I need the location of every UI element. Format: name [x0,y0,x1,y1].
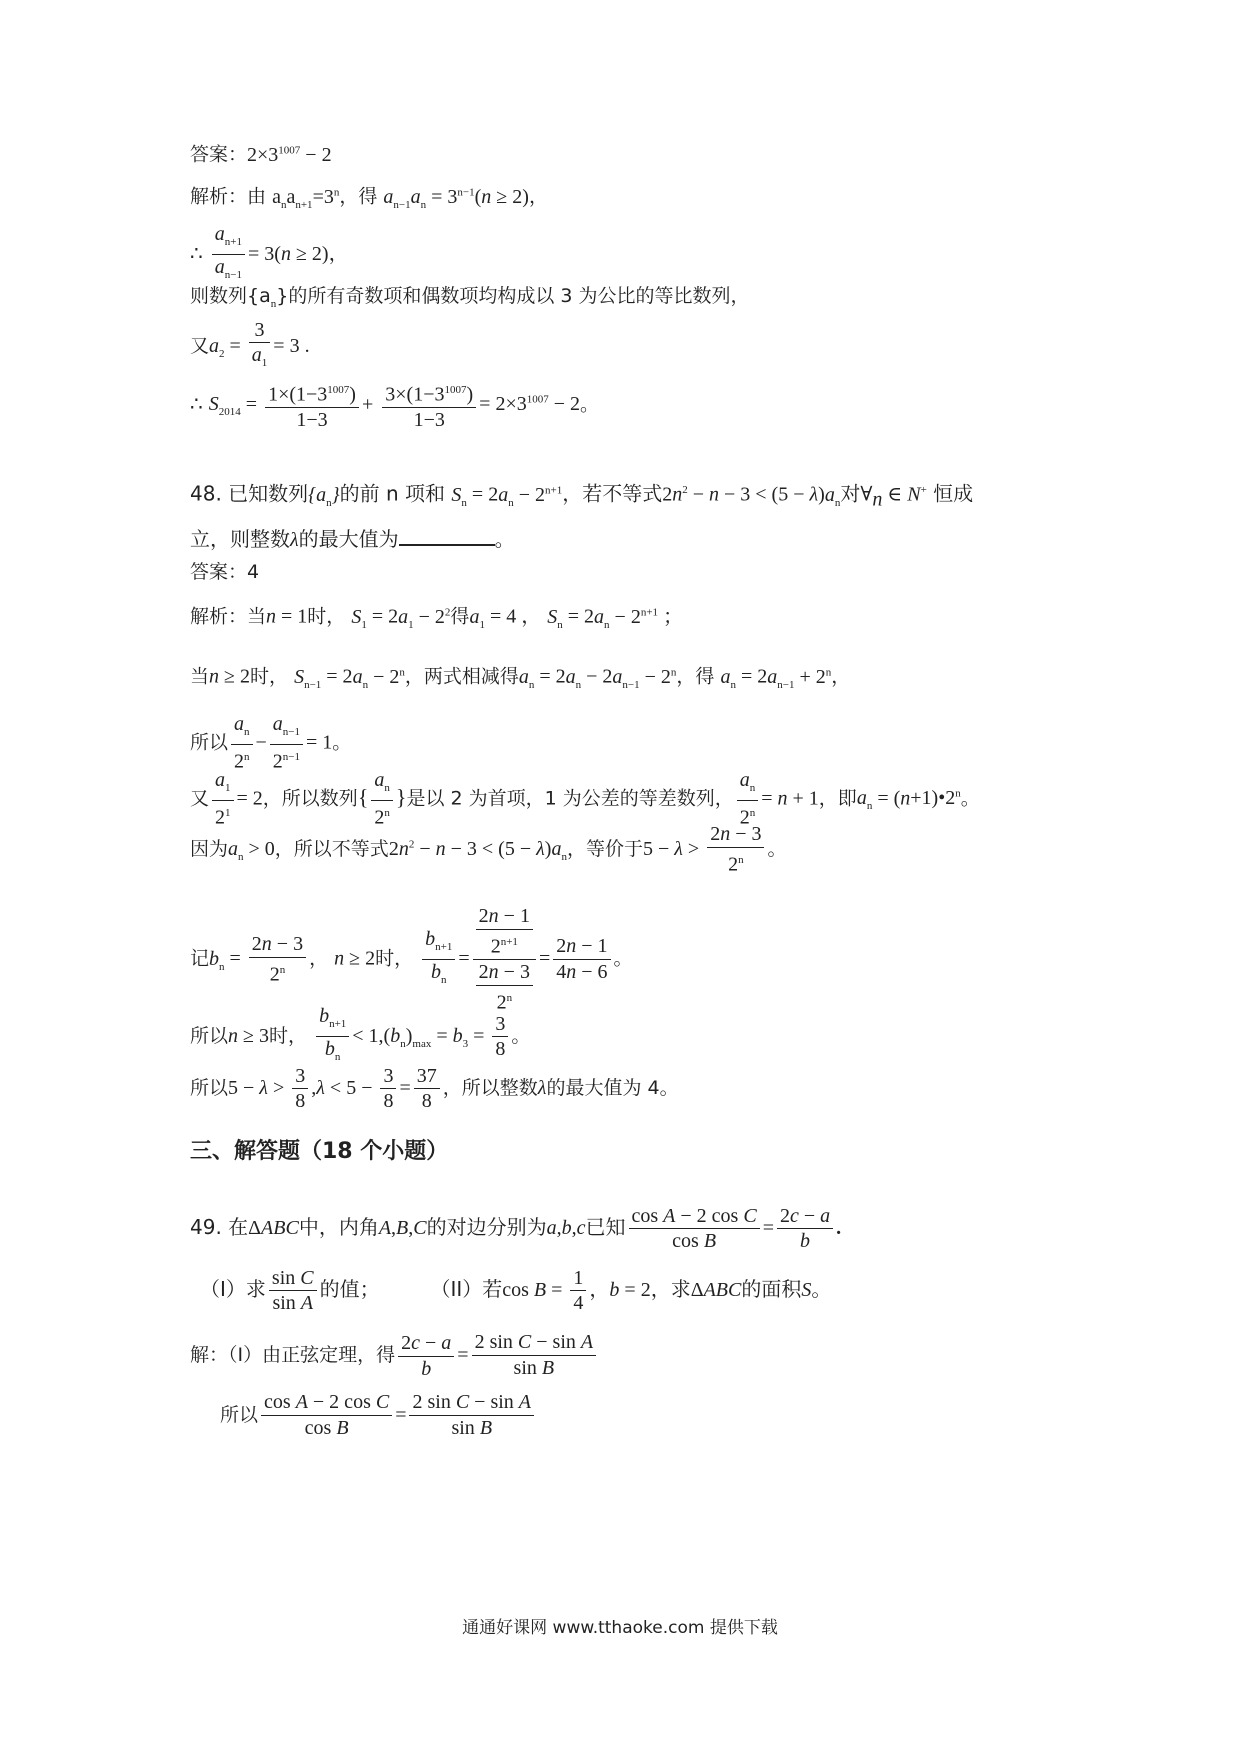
period: 。 [580,393,600,416]
q49-solution-1: 解：（I）由正弦定理，得 $\frac{2c - a}{b}$ = $\frac{\text{2 sin C − sin A}}{\text{sin B}}$ [190,1330,599,1381]
recurrence: $a_na_{n+1}=3^n$ [272,185,340,211]
q48-stem-a: 已知数列 [228,481,309,506]
q49-stem-a: 在 [228,1215,249,1239]
q49-stem-c: 的对边分别为 [426,1215,547,1239]
frac-3-8b: $\frac{3}{8}$ [292,1064,308,1113]
answer-blank [399,526,495,546]
q48-answer [190,560,259,584]
a2-fraction: $\frac{3}{a_1}$ [249,318,271,375]
analysis-line [190,180,548,217]
shi-2: 时， [250,665,289,688]
final-text: ，所以整数 [442,1077,538,1099]
suoyi-2: 所以 [190,1077,229,1099]
answer-label: 答案： [190,143,248,166]
q48-stem-f: 立，则整数 [190,527,290,551]
q48-analysis-3: 所以 $\frac{a_n}{2^n}$ − $\frac{a_{n-1}}{2^{n-1}}$ = 1。 [190,713,352,773]
q48-stem-d: 对 [840,481,861,506]
analysis-label: 解析：由 [190,185,267,208]
q48-stem-e: 恒成 [933,481,974,506]
q49-number: 49. [190,1215,222,1239]
seq-text: ，所以数列 [262,787,358,810]
q48-analysis-5: 因为$a_n > 0$，所以不等式$2n^2 - n - 3 < (5 - \lambda)a_n$，等价于5 − λ > $\frac{2n - 3}{2^n}$ 。 [190,823,787,876]
frac-seq: $\frac{a_n}{2^n}$ [371,768,393,830]
final-text-2: 的最大值为 4。 [546,1077,679,1099]
q48-stem-line-2: 立，则整数λ的最大值为 。 [190,527,515,551]
subseq-text: 则数列{a [190,285,271,307]
q49-solution-2: 所以 $\frac{\text{cos A − 2 cos C}}{\text{cos B}}$ = $\frac{\text{2 sin C − sin A}}{\text{sin B}}$ [220,1390,537,1441]
q49-part2: （II）若 [430,1277,503,1301]
subseq-text-2: }的所有奇数项和偶数项均构成以 3 为公比的等比数列， [276,285,750,307]
equiv: ，等价于 [566,837,643,860]
therefore-symbol: ∴ [190,243,203,265]
q49-part2b: ，求 [650,1277,691,1301]
q49-frac-sin: $\frac{\text{sin C}}{\text{sin A}}$ [269,1266,317,1315]
ratio-fraction: $\frac{a_{n+1}}{a_{n-1}}$ [212,222,245,287]
frac-a1: $\frac{a_1}{2^1}$ [212,768,234,830]
shi: 时， [307,605,346,628]
record: 记 [190,947,210,970]
q48-stem-line-1: 48. 已知数列$\{a_n\}$的前 n 项和 $S_n = 2a_n - 2^{n+1}$，若不等式$2n^2 - n - 3 < (5 - \lambda)a_n$对$\forall_n$ ∈ N+ 恒成 [190,481,974,511]
q49-part1b: 的值； [319,1277,380,1301]
q49-part1: （I）求 [200,1277,266,1301]
sum-line: ∴ $S_{2014}$ = $\frac{1\times(1-3^{1007})}{1-3}$ + $\frac{3\times(1-3^{1007})}{1-3}$ = $2\times 3^{1007} - 2$。 [190,378,599,432]
frac-3-8: $\frac{3}{8}$ [492,1012,508,1061]
you: 又 [190,787,210,810]
q49-sol-label: 解：（I）由正弦定理，得 [190,1344,396,1366]
frac-bresult: $\frac{2n - 1}{4n - 6}$ [553,934,610,985]
frac-bn: $\frac{2n - 3}{2^n}$ [249,932,306,987]
frac-bratio-2: $\frac{b_{n+1}}{b_n}$ [316,1004,349,1069]
q49-stem-b: 中，内角 [298,1215,379,1239]
q49-parts: （I）求 $\frac{\text{sin C}}{\text{sin A}}$ 的值； （II）若cos B = $\frac{1}{4}$ ，b = 2，求ΔABC的面积S。 [200,1267,832,1314]
q49-sol-frac-2: $\frac{\text{2 sin C − sin A}}{\text{sin B}}$ [472,1330,597,1381]
frac-bratio: $\frac{b_{n+1}}{b_n}$ [422,927,455,992]
q49-frac-right: $\frac{2c - a}{b}$ [777,1204,833,1253]
q48-analysis-4: 又 $\frac{a_1}{2^1}$ = 2，所以数列{ $\frac{a_n}{2^n}$ }是以 2 为首项，1 为公差的等差数列， $\frac{a_n}{2^n}$ = n + 1，即$a_n$ = $(n+1)•2^n$。 [190,769,980,829]
seq-text-2: 是以 2 为首项，1 为公差的等差数列， [406,787,734,810]
suoyi-n3: 所以 [190,1025,229,1047]
also-label: 又 [190,335,210,357]
ineq-text: ，所以不等式 [274,837,389,860]
frac-37-8: $\frac{37}{8}$ [414,1064,440,1113]
footer-text: 通通好课网 www.tthaoke.com 提供下载 [462,1618,778,1638]
ratio-line: ∴ $\frac{a_{n+1}}{a_{n-1}}$ = 3(n ≥ 2)， [190,222,349,287]
answer-line [190,138,332,167]
shi-3: 时， [375,947,414,970]
q48-stem-g: 的最大值为 [298,527,399,551]
q48-analysis-8: 所以5 − λ > $\frac{3}{8}$ ,λ < 5 − $\frac{3}{8}$ = $\frac{37}{8}$ ，所以整数λ的最大值为 4。 [190,1065,679,1112]
sum-fraction-1: $\frac{1\times(1-3^{1007})}{1-3}$ [265,378,359,432]
q49-sol-frac-3: $\frac{\text{cos A − 2 cos C}}{\text{cos B}}$ [261,1390,392,1441]
q48-answer-label: 答案：4 [190,561,260,583]
q48-analysis-1: 解析：当n = 1时， $S_1 = 2a_1 - 2^2$得$a_1 = 4$ ， $S_n = 2a_n - 2^{n+1}$ ； [190,605,684,631]
comma: ， [528,185,548,208]
a2-line: 又$a_2$ = $\frac{3}{a_1}$ = 3 . [190,318,310,375]
q49-frac-left: $\frac{\text{cos A − 2 cos C}}{\text{cos B}}$ [629,1204,760,1253]
q48-stem-b: 的前 n 项和 [339,481,446,506]
q49-sol-frac-4: $\frac{\text{2 sin C − sin A}}{\text{sin B}}$ [409,1390,534,1441]
when: 当 [190,665,210,688]
frac-an-2: $\frac{a_n}{2^n}$ [737,768,759,830]
frac-compound: $\frac{\frac{2n - 1}{2^{n+1}}}{\frac{2n - 3}{2^n}}$ [473,904,536,1014]
q49-frac-quarter: $\frac{1}{4}$ [570,1266,586,1315]
q49-part2c: 的面积 [741,1277,802,1301]
shi-4: 时， [269,1025,308,1047]
analysis-when: 解析：当 [190,605,267,628]
q48-stem-c: ，若不等式 [562,481,663,506]
frac-an: $\frac{a_n}{2^n}$ [231,712,253,774]
q48-analysis-2: 当n ≥ 2时， $S_{n-1} = 2a_n - 2^n$，两式相减得$a_n = 2a_n - 2a_{n-1} - 2^n$，得 $a_n = 2a_{n-1} + 2^n$， [190,665,851,691]
q48-analysis-6: 记$b_n$ = $\frac{2n - 3}{2^n}$ ， n ≥ 2时， $\frac{b_{n+1}}{b_n}$ = $\frac{\frac{2n - 1}{2^{n+1}}}{\frac{2n - 3}{2^n}}$ = $\frac{2n - 1}{4n - 6}$ 。 [190,905,633,1014]
derive-label: ，得 [339,185,378,208]
answer-value: $2\times 3^{1007} - 2$ [247,143,332,166]
subseq-line: 则数列$\{a_n\}$的所有奇数项和偶数项均构成以 3 为公比的等比数列， [190,285,750,310]
because: 因为 [190,837,229,860]
section-title: 三、解答题（18 个小题） [190,1139,449,1164]
subtract: ，两式相减得 [404,665,519,688]
frac-equiv: $\frac{2n - 3}{2^n}$ [707,822,764,877]
q49-stem: 49. 在ΔABC中，内角A,B,C的对边分别为a,b,c已知 $\frac{\text{cos A − 2 cos C}}{\text{cos B}}$ = $\frac{2c - a}{b}$ . [190,1205,842,1252]
q49-sol-frac-1: $\frac{2c - a}{b}$ [398,1331,454,1381]
q49-suoyi: 所以 [220,1404,259,1426]
frac-3-8c: $\frac{3}{8}$ [380,1064,396,1113]
sum-fraction-2: $\frac{3\times(1-3^{1007})}{1-3}$ [382,378,476,432]
q48-analysis-7: 所以n ≥ 3时， $\frac{b_{n+1}}{b_n}$ < $1,(b_n)_{max} = b_3$ = $\frac{3}{8}$ 。 [190,1004,530,1069]
q49-stem-d: 已知 [585,1215,626,1239]
frac-an1: $\frac{a_{n-1}}{2^{n-1}}$ [270,712,303,774]
ji: ，即 [818,787,857,810]
de: 得 [450,605,470,628]
suoyi: 所以 [190,731,229,754]
recurrence-derived: $a_{n-1}a_n = 3^{n-1}(n \ge 2)$ [383,185,529,211]
q48-number: 48. [190,481,222,506]
